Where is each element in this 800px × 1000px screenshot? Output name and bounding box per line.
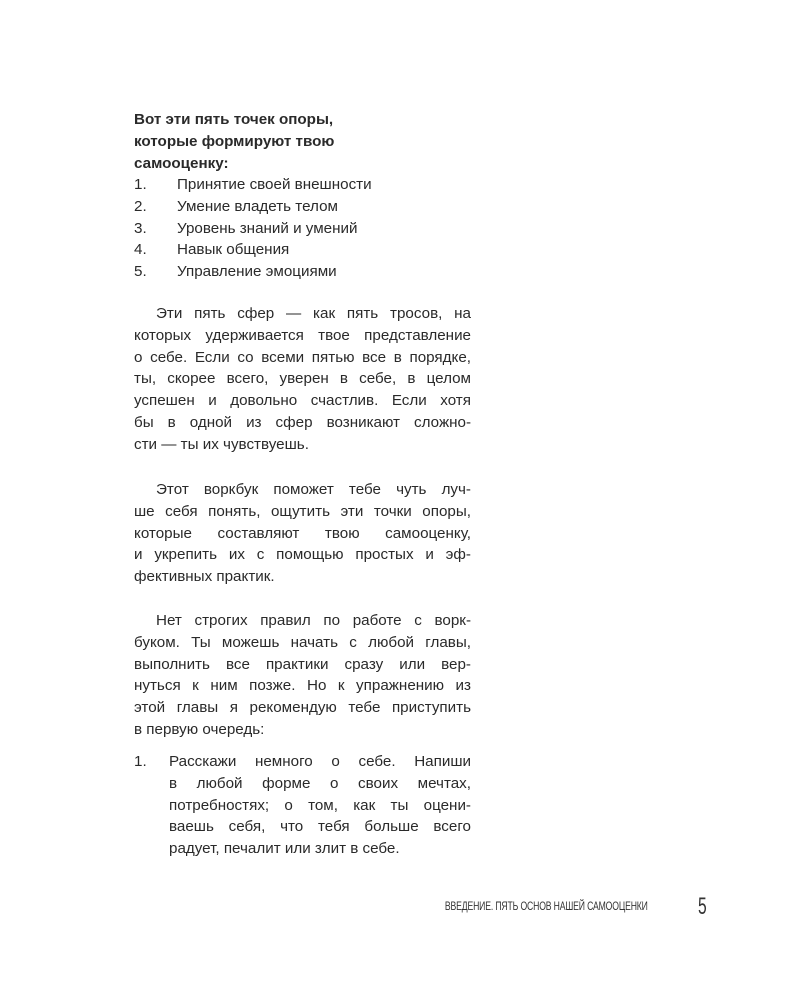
list-item [134,196,471,218]
exercise-steps-list [134,751,471,860]
paragraph-line: буком. Ты можешь начать с любой главы, [134,633,471,651]
list-item-label: Принятие своей внешности [177,176,372,193]
list-item-label: Управление эмоциями [177,263,337,281]
list-item-line: потребностях; о том, как ты оцени- [169,796,471,814]
list-item [134,261,471,283]
paragraph-line: Нет строгих правил по работе с ворк- [156,612,471,629]
list-item-number: 5. [134,263,147,281]
paragraph-line: и укрепить их с помощью простых и эф- [134,546,471,564]
paragraph-no-strict-rules [134,610,471,741]
list-item [134,218,471,240]
list-item-line: радует, печалит или злит в себе. [169,840,400,858]
list-item-number: 4. [134,241,147,259]
list-item-label: Навык общения [177,241,290,259]
paragraph-line: Этот воркбук поможет тебе чуть луч- [156,481,471,498]
intro-heading-line: Вот эти пять точек опоры, [134,111,334,128]
list-item-line: ваешь себя, что тебя больше всего [169,818,471,836]
list-item-line: в любой форме о своих мечтах, [169,774,471,792]
list-item-line: Расскажи немного о себе. Напиши [169,753,471,770]
paragraph-line: нуться к ним позже. Но к упражнению из [134,677,471,695]
paragraph-line: этой главы я рекомендую тебе приступить [134,699,471,717]
running-footer-chapter-title: ВВЕДЕНИЕ. ПЯТЬ ОСНОВ НАШЕЙ САМООЦЕНКИ [445,899,648,913]
paragraph-line: ше себя понять, ощутить эти точки опоры, [134,502,471,520]
list-item [134,174,471,196]
list-item-number: 1. [134,753,147,770]
list-item-number: 3. [134,219,147,237]
paragraph-line: которые составляют твою самооценку, [134,524,471,542]
intro-heading [134,109,471,174]
paragraph-line: сти — ты их чувствуешь. [134,435,309,453]
paragraph-line: ты, скорее всего, уверен в себе, в целом [134,370,471,388]
pillars-list [134,174,471,283]
paragraph-line: о себе. Если со всеми пятью все в порядке, [134,348,471,366]
list-item [134,239,471,261]
paragraph-line: бы в одной из сфер возникают сложно- [134,413,471,431]
paragraph-line: Эти пять сфер — как пять тросов, на [156,305,471,322]
list-item-label: Умение владеть телом [177,197,338,215]
page-number: 5 [698,893,707,920]
list-item-label: Уровень знаний и умений [177,219,358,237]
intro-heading-line: самооценку: [134,154,229,172]
paragraph-line: успешен и довольно счастлив. Если хотя [134,392,471,410]
paragraph-line: фективных практик. [134,568,275,586]
list-item-number: 2. [134,197,147,215]
paragraph-line: выполнить все практики сразу или вер- [134,655,471,673]
list-item [134,751,471,860]
intro-heading-line: которые формируют твою [134,132,335,150]
paragraph-line: в первую очередь: [134,720,265,738]
list-item-number: 1. [134,176,147,193]
paragraph-workbook-purpose [134,479,471,588]
paragraph-line: которых удерживается твое представление [134,326,471,344]
paragraph-five-spheres [134,303,471,456]
